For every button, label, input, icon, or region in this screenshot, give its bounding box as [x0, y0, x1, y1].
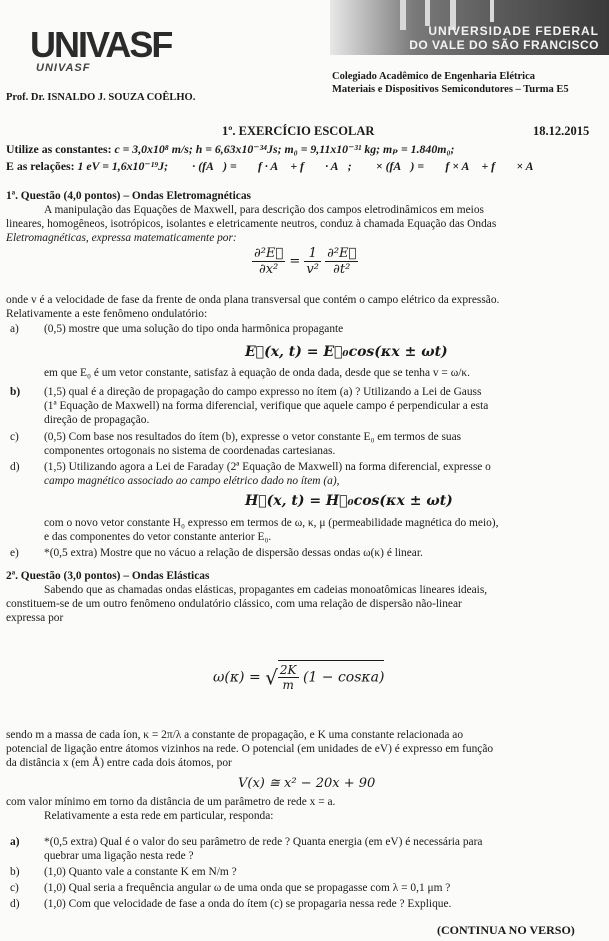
continues-notice: (CONTINUA NO VERSO) — [437, 923, 575, 937]
q2-a-label: a) — [10, 836, 20, 848]
constants-values: c = 3,0x10⁸ m/s; h = 6,63x10⁻³⁴Js; m₀ = 9,11x10⁻³¹ kg; mₚ = 1.840m₀; — [114, 142, 455, 156]
q1-intro-1: A manipulação das Equações de Maxwell, para descrição dos campos eletrodinâmicos em meios — [44, 204, 484, 216]
q2-after-4: com valor mínimo em torno da distância de um parâmetro de rede x = a. — [6, 796, 336, 808]
q1-b-2: (1ª Equação de Maxwell) na forma diferencial, verifique que aquele campo é perpendicular a esta — [44, 400, 489, 412]
wave-eq-rhs-num: ∂²E⃗ — [327, 246, 357, 261]
q2-after-2: potencial de ligação entre átomos vizinhos na rede. O potencial (em unidades de eV) é expresso em função — [6, 743, 494, 755]
univasf-logo: UNIVASF — [30, 24, 172, 65]
dispersion-lhs: ω(κ) = — [213, 669, 261, 686]
q1-b-1: (1,5) qual é a direção de propagação do campo expresso no ítem (a) ? Utilizando a Lei de Gauss — [44, 386, 482, 398]
q2-after-5: Relativamente a esta rede em particular, responda: — [44, 810, 274, 822]
q2-a-2: quebrar uma ligação nesta rede ? — [44, 850, 194, 862]
wave-eq-equals: = — [289, 254, 301, 269]
q1-after-2: Relativamente a este fenômeno ondulatório: — [6, 308, 208, 320]
q1-a-label: a) — [10, 323, 19, 335]
q2-c-label: c) — [10, 882, 19, 894]
q1-d-1: (1,5) Utilizando agora a Lei de Faraday (2ª Equação de Maxwell) na forma diferencial, expresse o — [44, 461, 491, 473]
wave-eq-coef-den: v² — [306, 262, 319, 277]
q2-after-1: sendo m a massa de cada íon, κ = 2π/λ a constante de propagação, e K uma constante relacionada ao — [6, 729, 464, 741]
university-name-line2: DO VALE DO SÃO FRANCISCO — [409, 38, 599, 52]
q2-intro-2: constituem-se de um outro fenômeno ondulatório clássico, com uma relação de dispersão não-linear — [6, 598, 462, 610]
q1-c-1: (0,5) Com base nos resultados do ítem (b), expresse o vetor constante E₀ em termos de suas — [44, 431, 462, 443]
exam-title: 1º. EXERCÍCIO ESCOLAR — [222, 124, 375, 138]
q1-e-label: e) — [10, 547, 19, 559]
q1-d-after-2: e das componentes do vetor constante anterior E₀. — [44, 531, 272, 543]
q1-e-text: *(0,5 extra) Mostre que no vácuo a relação de dispersão dessas ondas ω(κ) é linear. — [44, 547, 423, 559]
wave-eq-rhs-den: ∂t² — [333, 262, 351, 277]
university-name-line1: UNIVERSIDADE FEDERAL — [428, 24, 599, 38]
wave-eq-lhs-num: ∂²E⃗ — [254, 246, 284, 261]
dispersion-rest: (1 − cosκa) — [302, 669, 385, 686]
q1-c-label: c) — [10, 431, 19, 443]
univasf-logo-subtitle: UNIVASF — [36, 62, 91, 74]
wave-equation — [252, 246, 358, 277]
q2-heading: 2ª. Questão (3,0 pontos) – Ondas Elásticas — [6, 570, 210, 582]
q1-a-equation: E⃗(x, t) = E⃗₀cos(κx ± ωt) — [245, 344, 448, 360]
dispersion-equation: ω(κ) = √ $\frac{2K}{m}$ (1 − cosκa) — [213, 660, 384, 692]
exam-date: 18.12.2015 — [533, 124, 590, 138]
q1-c-2: componentes ortogonais no sistema de coordenadas cartesianas. — [44, 445, 336, 457]
q2-d-text: (1,0) Com que velocidade de fase a onda do ítem (c) se propagaria nessa rede ? Explique. — [44, 898, 452, 910]
q1-heading: 1ª. Questão (4,0 pontos) – Ondas Eletromagnéticas — [6, 190, 251, 202]
q1-intro-3: Eletromagnéticas, expressa matematicamente por: — [6, 232, 237, 244]
q1-d-equation: H⃗(x, t) = H⃗₀cos(κx ± ωt) — [245, 493, 453, 509]
q1-after-1: onde v é a velocidade de fase da frente de onda plana transversal que contém o campo elétrico da expressão. — [6, 294, 500, 306]
university-banner — [330, 0, 609, 55]
q2-d-label: d) — [10, 898, 20, 910]
dispersion-den: m — [282, 678, 294, 692]
q2-a-1: *(0,5 extra) Qual é o valor do seu parâmetro de rede ? Quanta energia (em eV) é necessária para — [44, 836, 483, 848]
q1-b-3: direção de propagação. — [44, 414, 150, 426]
q2-after-3: da distância x (em Å) entre cada dois átomos, por — [6, 757, 232, 769]
q1-intro-2: lineares, homogêneos, isotrópicos, isolantes e eletricamente neutros, conduz à chamada Equação das Ondas — [6, 218, 497, 230]
q1-d-after-1: com o novo vetor constante H₀ expresso em termos de ω, κ, μ (permeabilidade magnética do meio), — [44, 517, 499, 529]
wave-eq-lhs-den: ∂x² — [258, 262, 279, 277]
q1-d-label: d) — [10, 461, 20, 473]
q2-intro-3: expressa por — [6, 612, 64, 624]
q1-d-2: campo magnético associado ao campo elétrico dado no ítem (a), — [44, 475, 340, 487]
dispersion-num: 2K — [279, 663, 297, 677]
q1-b-label: b) — [10, 386, 21, 398]
q2-c-text: (1,0) Qual seria a frequência angular ω de uma onda que se propagasse com λ = 0,1 μm ? — [44, 882, 451, 894]
q2-b-label: b) — [10, 866, 20, 878]
relations-values: 1 eV = 1,6x10⁻¹⁹J; ∇⃗ · (fA⃗) = ∇⃗f · A⃗ + f∇⃗ · A⃗; ∇⃗ × (fA⃗) = ∇⃗f × A⃗ + f∇⃗ × A⃗ — [77, 159, 543, 173]
constants-label: Utilize as constantes: — [6, 142, 112, 156]
college-line1: Colegiado Acadêmico de Engenharia Elétrica — [332, 71, 535, 82]
potential-equation: V(x) ≅ x² − 20x + 90 — [238, 776, 376, 791]
relations-label: E as relações: — [6, 159, 75, 173]
wave-eq-coef-num: 1 — [304, 246, 321, 262]
professor-name: Prof. Dr. ISNALDO J. SOUZA COÊLHO. — [6, 92, 196, 103]
q2-intro-1: Sabendo que as chamadas ondas elásticas, propagantes em cadeias monoatômicas lineares ideais, — [44, 584, 488, 596]
college-line2: Materiais e Dispositivos Semicondutores – Turma E5 — [332, 84, 569, 95]
q2-b-text: (1,0) Quanto vale a constante K em N/m ? — [44, 866, 237, 878]
q1-a-text: (0,5) mostre que uma solução do tipo onda harmônica propagante — [44, 323, 344, 335]
q1-a-after: em que E₀ é um vetor constante, satisfaz à equação de onda dada, desde que se tenha v = ω/κ. — [44, 367, 470, 379]
